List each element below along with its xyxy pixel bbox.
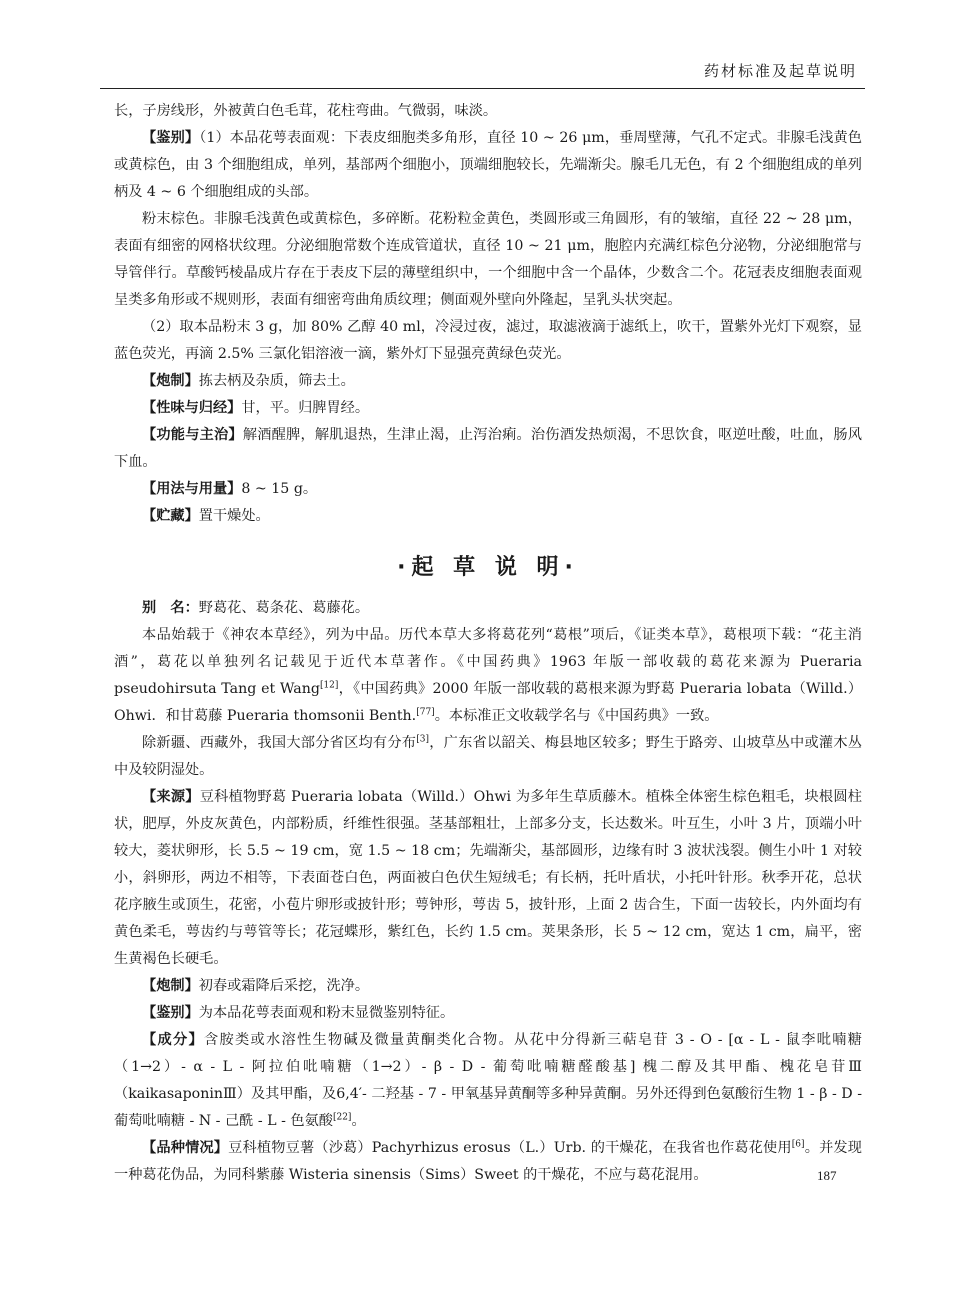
label-yongfa: 【用法与用量】: [142, 481, 242, 497]
text-jianbie-2: 为本品花萼表面观和粉末显微鉴别特征。: [198, 1005, 455, 1021]
section-title: ·起 草 说 明·: [397, 555, 579, 580]
paragraph-yuanliu: [114, 622, 877, 730]
label-xingwei: 【性味与归经】: [142, 400, 242, 416]
text-xingwei: 甘，平。归脾胃经。: [241, 400, 370, 416]
text-fenbu-a: 除新疆、西藏外，我国大部分省区均有分布: [142, 735, 417, 751]
text-jianbie: （1）本品花萼表面观：下表皮细胞类多角形，直径 10 ~ 26 μm，垂周壁薄，气孔不定式。非腺毛浅黄色或黄棕色，由 3 个细胞组成，单列，基部两个细胞小，顶端细胞较长，先端渐尖。腺毛几无色，有 2 个细胞组成的单列柄及 4 ~ 6 个细胞组成的头部。: [114, 130, 862, 200]
text-fenbu-b: ，广东省以韶关、梅县地区较多；野生于路旁、山坡草丛中或灌木丛中及较阴湿处。: [114, 735, 862, 778]
text-yuanliu-b: ，《中国药典》2000 年版一部收载的葛根来源为野葛 Pueraria lobata（Willd.）Ohwi．和甘葛藤 Pueraria thomsonii Benth.: [114, 681, 863, 724]
citation: [12]: [319, 680, 339, 691]
label-paozhi-2: 【炮制】: [142, 978, 199, 994]
paragraph-bieming: [114, 595, 862, 622]
text-zhucang: 置干燥处。: [198, 508, 270, 524]
paragraph-gongneng: [114, 422, 862, 476]
paragraph-yongfa: [114, 476, 862, 503]
text-paozhi-2: 初春或霜降后采挖，洗净。: [198, 978, 370, 994]
text-pinzhong-a: 豆科植物豆薯（沙葛）Pachyrhizus erosus（L.）Urb. 的干燥花，在我省也作葛花使用: [228, 1140, 792, 1156]
paragraph-fenmo: 粉末棕色。非腺毛浅黄色或黄棕色，多碎断。花粉粒金黄色，类圆形或三角圆形，有的皱缩，直径 22 ~ 28 μm，表面有细密的网格状纹理。分泌细胞常数个连成管道状，直径 10 ~ 21 μm，胞腔内充满红棕色分泌物，分泌细胞常与导管伴行。草酸钙棱晶成片存在于表皮下层的薄壁组织中，一个细胞中含一个晶体，少数含二个。花冠表皮细胞表面观呈类多角形或不规则形，表面有细密弯曲角质纹理；侧面观外壁向外隆起，呈乳头状突起。: [114, 211, 862, 308]
paragraph-jianbie-2: [114, 1000, 862, 1027]
text-yongfa: 8 ~ 15 g。: [241, 481, 318, 497]
paragraph-zhucang: [114, 503, 862, 530]
paragraph-paozhi-2: [114, 973, 862, 1000]
label-jianbie: 【鉴别】: [142, 130, 200, 146]
citation: [6]: [791, 1139, 805, 1150]
label-jianbie-2: 【鉴别】: [142, 1005, 199, 1021]
paragraph-test-2: （2）取本品粉末 3 g，加 80% 乙醇 40 ml，冷浸过夜，滤过，取滤液滴于滤纸上，吹干，置紫外光灯下观察，显蓝色荧光，再滴 2.5% 三氯化铝溶液一滴，紫外灯下显强亮黄绿色荧光。: [114, 319, 862, 362]
label-bieming: 别 名：: [142, 600, 199, 616]
citation: [77]: [416, 707, 435, 718]
header-rule: [100, 88, 865, 89]
label-laiyuan: 【来源】: [142, 789, 200, 805]
text-bieming: 野葛花、葛条花、葛藤花。: [198, 600, 370, 616]
text-gongneng: 解酒醒脾，解肌退热，生津止渴，止泻治痢。治伤酒发热烦渴，不思饮食，呕逆吐酸，吐血，肠风下血。: [114, 427, 862, 470]
text-paozhi: 拣去柄及杂质，筛去土。: [198, 373, 355, 389]
label-gongneng: 【功能与主治】: [142, 427, 243, 443]
citation: [3]: [416, 734, 429, 745]
page-number: 187: [817, 1168, 837, 1183]
text-yuanliu-c: 。本标准正文收载学名与《中国药典》一致。: [434, 708, 719, 724]
label-pinzhong: 【品种情况】: [142, 1140, 229, 1156]
text-pinzhong-b: 。并发现一种葛花伪品，为同科紫藤 Wisteria sinensis（Sims）Sweet 的干燥花，不应与葛花混用。: [114, 1140, 862, 1183]
label-chengfen: 【成分】: [142, 1032, 205, 1048]
citation: [22]: [332, 1112, 352, 1123]
paragraph-fenbu: [114, 730, 862, 784]
paragraph-jianbie: [114, 125, 862, 206]
text-chengfen-b: 。: [351, 1113, 366, 1129]
paragraph-laiyuan: [114, 784, 862, 973]
text-chengfen-a: 含胺类或水溶性生物碱及微量黄酮类化合物。从花中分得新三萜皂苷 3 - O - [α - L - 鼠李吡喃糖（1→2）- α - L - 阿拉伯吡喃糖（1→2）- β - D - 葡萄吡喃糖醛酸基] 槐二醇及其甲酯、槐花皂苷Ⅲ（kaikasaponinⅢ）及其甲酯，及6,4′- 二羟基 - 7 - 甲氧基异黄酮等多种异黄酮。另外还得到色氨酸衍生物 1 - β - D - 葡萄吡喃糖 - N - 己酰 - L - 色氨酸: [114, 1032, 862, 1129]
paragraph-paozhi: [114, 368, 862, 395]
paragraph-continued: 长，子房线形，外被黄白色毛茸，花柱弯曲。气微弱，味淡。: [114, 103, 498, 119]
label-zhucang: 【贮藏】: [142, 508, 199, 524]
paragraph-chengfen: [114, 1027, 862, 1135]
text-yuanliu-a: 本品始载于《神农本草经》，列为中品。历代本草大多将葛花列“葛根”项后，《证类本草》，葛根项下载：“花主消酒”，葛花以单独列名记载见于近代本草著作。《中国药典》1963 年版一部收载的葛花来源为 Pueraria pseudohirsuta Tang et Wang: [114, 627, 877, 697]
paragraph-pinzhong: [114, 1135, 862, 1189]
page-content: [114, 98, 877, 1189]
label-paozhi: 【炮制】: [142, 373, 199, 389]
paragraph-xingwei: [114, 395, 862, 422]
text-laiyuan: 豆科植物野葛 Pueraria lobata（Willd.）Ohwi 为多年生草质藤木。植株全体密生棕色粗毛，块根圆柱状，肥厚，外皮灰黄色，内部粉质，纤维性很强。茎基部粗壮，上部多分支，长达数米。叶互生，小叶 3 片，顶端小叶较大，菱状卵形，长 5.5 ~ 19 cm，宽 1.5 ~ 18 cm；先端渐尖，基部圆形，边缘有时 3 波状浅裂。侧生小叶 1 对较小，斜卵形，两边不相等，下表面苍白色，两面被白色伏生短绒毛；有长柄，托叶盾状，小托叶针形。秋季开花，总状花序腋生或顶生，花密，小苞片卵形或披针形；萼钟形，萼齿 5，披针形，上面 2 齿合生，下面一齿较长，内外面均有黄色柔毛，萼齿约与萼管等长；花冠蝶形，紫红色，长约 1.5 cm。荚果条形，长 5 ~ 12 cm，宽达 1 cm，扁平，密生黄褐色长硬毛。: [114, 789, 862, 967]
running-header: 药材标准及起草说明: [703, 62, 857, 80]
